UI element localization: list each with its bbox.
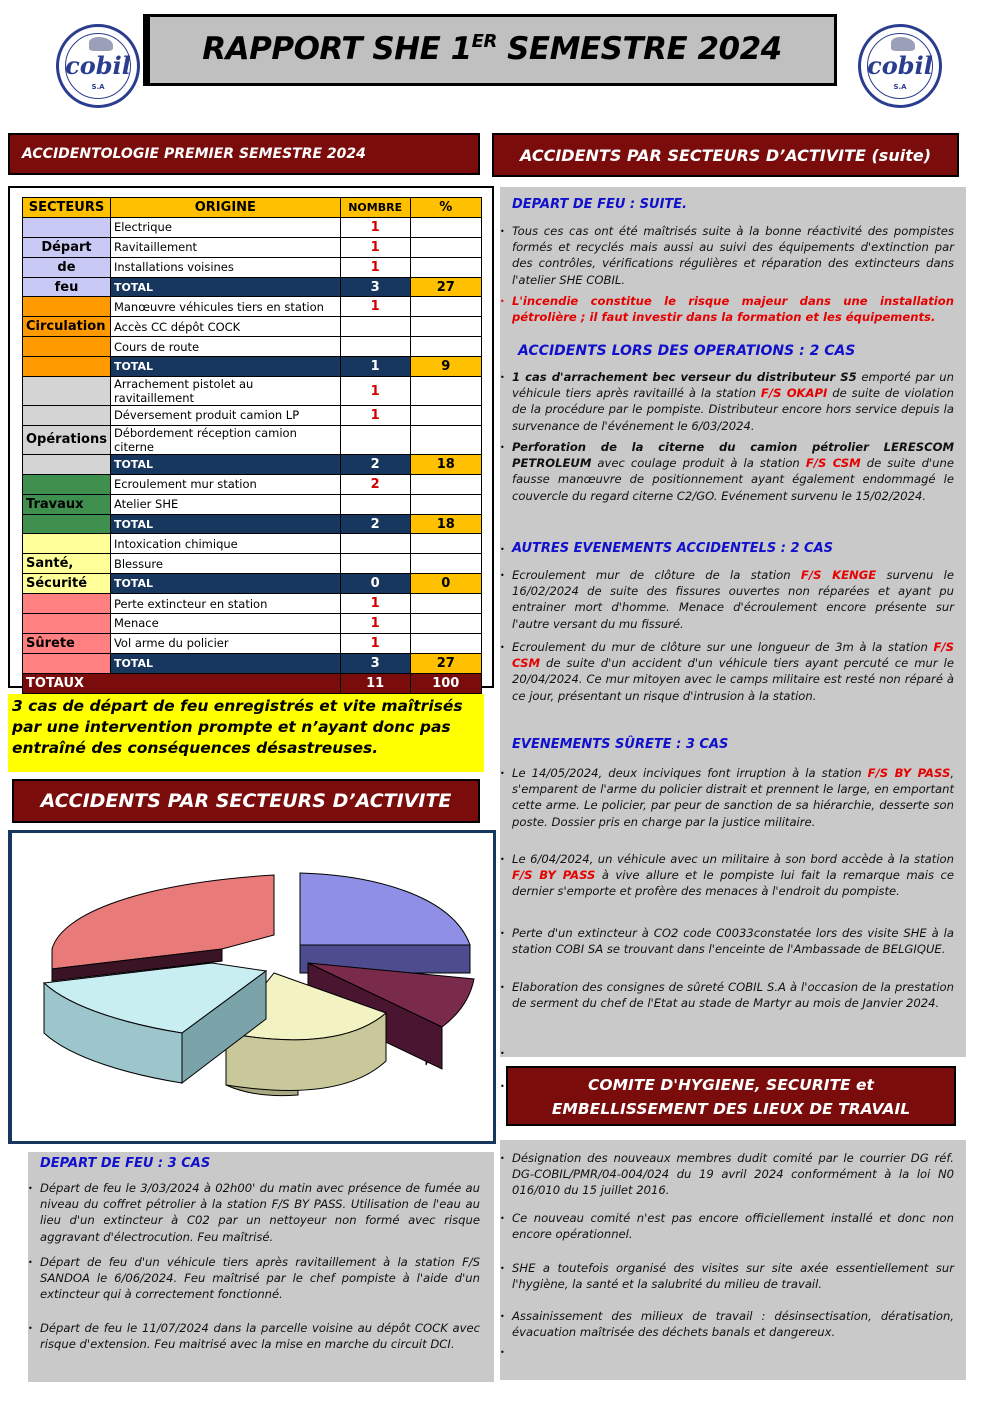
bullet-icon: • (500, 1264, 505, 1273)
leopard-icon (89, 37, 113, 51)
bullet-icon: • (500, 545, 505, 554)
pie-chart (12, 833, 492, 1139)
bullet-icon: • (500, 1049, 505, 1058)
table-row: Ecroulement mur station 2 (23, 474, 482, 494)
autres-item-1: Ecroulement mur de clôture de la station F/S KENGE survenu le 16/02/2024 de suite des fissures ouvertes non réparées et ayant pu entrainer mort d'homme. Menace d'écroulement encore présente sur l'autre versant du mu fissuré. (512, 568, 954, 631)
bullet-icon: • (500, 1082, 505, 1091)
autres-title: AUTRES EVENEMENTS ACCIDENTELS : 2 CAS (512, 541, 834, 556)
depart-feu-title: DEPART DE FEU : 3 CAS (40, 1156, 211, 1171)
comite-item-2: Ce nouveau comité n'est pas encore officiellement installé et donc non encore opérationnel. (512, 1211, 954, 1242)
surete-item-2: Le 6/04/2024, un véhicule avec un militaire à son bord accède à la station F/S BY PASS à vive allure et le pompiste lui fait la remarque mais ce dernier s'emporte et profère des menaces à l'endroit du pompiste. (512, 852, 954, 899)
ops-title: ACCIDENTS LORS DES OPERATIONS : 2 CAS (518, 343, 856, 359)
table-row: Manœuvre véhicules tiers en station 1 (23, 297, 482, 317)
table-row: Electrique 1 (23, 217, 482, 237)
cobil-logo-right: cobil S.A (858, 24, 942, 108)
table-row: Circulation Accès CC dépôt COCK (23, 317, 482, 337)
comite-item-1: Désignation des nouveaux membres dudit comité par le courrier DG réf. DG-COBIL/PMR/04-004/024 du 19 avril 2024 conformément à la loi N0 016/010 du 15 juillet 2016. (512, 1151, 954, 1198)
depart-suite-p1: Tous ces cas ont été maîtrisés suite à la bonne réactivité des pompistes formés et recyclés mais aussi au suivi des équipements d'extinction par des contrôles, vérifications régulières et réparation des extincteurs dans l'atelier SHE COBIL. (512, 224, 954, 287)
accidents-suite-banner: ACCIDENTS PAR SECTEURS D’ACTIVITE (suite) (492, 133, 959, 177)
depart-suite-title: DEPART DE FEU : SUITE. (512, 197, 688, 212)
table-row: Santé, Blessure (23, 554, 482, 574)
table-row: de Installations voisines 1 (23, 257, 482, 277)
surete-item-4: Elaboration des consignes de sûreté COBIL S.A à l'occasion de la prestation de serment du chef de l'Etat au stade de Martyr au mois de Janvier 2024. (512, 980, 954, 1011)
bullet-icon: • (28, 1324, 33, 1333)
bullet-icon: • (500, 855, 505, 864)
header-pct: % (410, 198, 481, 218)
comite-item-3: SHE a toutefois organisé des visites sur site axée essentiellement sur l'hygiène, la santé et la salubrité du milieu de travail. (512, 1261, 954, 1292)
bullet-icon: • (28, 1184, 33, 1193)
surete-item-1: Le 14/05/2024, deux inciviques font irruption à la station F/S BY PASS, s'emparent de l'arme du policier distrait et prennent le large, en emportant cette arme. Le policier, par peur de sanction de sa hiérarchie, desserte son poste. Dossier pris en charge par la justice militaire. (512, 766, 954, 829)
depart-feu-item-1: Départ de feu le 3/03/2024 à 02h00' du matin avec présence de fumée au niveau du coffret pétrolier à la station F/S BY PASS. Utilisation de l'eau au lieu d'un extincteur à C02 par un nettoyeur non formé avec risque aggravant d'électrocution. Feu maîtrisé. (40, 1181, 480, 1244)
table-row: TOTAL 3 27 (23, 653, 482, 673)
table-row: Perte extincteur en station 1 (23, 594, 482, 614)
accidentologie-banner: ACCIDENTOLOGIE PREMIER SEMESTRE 2024 (8, 133, 480, 175)
accidents-suite-panel (500, 187, 966, 1057)
pie-slice-blue (300, 873, 470, 945)
accident-table (22, 197, 482, 694)
bullet-icon: • (500, 983, 505, 992)
table-row: Menace 1 (23, 614, 482, 634)
depart-feu-item-2: Départ de feu d'un véhicule tiers après ravitaillement à la station F/S SANDOA le 6/06/2024. Feu maîtrisé par le chef pompiste à l'aide d'un extincteur qui à correctement fonctionné. (40, 1255, 480, 1302)
bullet-icon: • (500, 1312, 505, 1321)
header-origine: ORIGINE (110, 198, 340, 218)
depart-feu-item-3: Départ de feu le 11/07/2024 dans la parcelle voisine au dépôt COCK avec risque d'extension. Feu maitrisé avec la mise en marche du circuit DCI. (40, 1321, 480, 1352)
bullet-icon: • (500, 443, 505, 452)
ops-item-1: 1 cas d'arrachement bec verseur du distributeur S5 emporté par un véhicule tiers après ravitaillé à la station F/S OKAPI de suite de violation de la procédure par le pompiste. Distributeur encore hors service depuis la survenance de l'événement le 6/03/2024. (512, 370, 954, 433)
table-row: Opérations Débordement réception camion citerne (23, 425, 482, 454)
table-row: Arrachement pistolet au ravitaillement 1 (23, 377, 482, 406)
header-nombre: NOMBRE (340, 198, 410, 218)
bullet-icon: • (500, 929, 505, 938)
highlight-note: 3 cas de départ de feu enregistrés et vite maîtrisés par une intervention prompte et n’ayant donc pas entraîné des conséquences désastreuses. (8, 694, 484, 772)
totaux-row: TOTAUX 11 100 (23, 673, 482, 693)
bullet-icon: • (500, 297, 505, 306)
table-row: feu TOTAL 3 27 (23, 277, 482, 297)
bullet-icon: • (500, 1214, 505, 1223)
depart-suite-p2: L'incendie constitue le risque majeur dans une installation pétrolière ; il faut investir dans la formation et les équipements. (512, 294, 954, 325)
bullet-icon: • (500, 1348, 505, 1357)
header-secteurs: SECTEURS (23, 198, 111, 218)
table-row: TOTAL 2 18 (23, 514, 482, 534)
ops-item-2: Perforation de la citerne du camion pétrolier LERESCOM PETROLEUM avec coulage produit à la station F/S CSM de suite d'une fausse manœuvre de positionnement ayant également endommagé le couvercle du regard citerne C2/GO. Evénement survenu le 15/02/2024. (512, 440, 954, 503)
table-row: Déversement produit camion LP 1 (23, 406, 482, 426)
table-row: Travaux Atelier SHE (23, 494, 482, 514)
table-row: Intoxication chimique (23, 534, 482, 554)
leopard-icon (891, 37, 915, 51)
table-row: Cours de route (23, 337, 482, 357)
table-row: Départ Ravitaillement 1 (23, 237, 482, 257)
bullet-icon: • (500, 1154, 505, 1163)
depart-feu-panel (28, 1152, 494, 1382)
autres-item-2: Ecroulement du mur de clôture sur une longueur de 3m à la station F/S CSM de suite d'un accident d'un véhicule tiers ayant percuté ce mur le 20/04/2024. Ce mur mitoyen avec le camps militaire est resté non réparé à ce jour, présentant un risque d'intrusion à la station. (512, 640, 954, 703)
table-row: Sûrete Vol arme du policier 1 (23, 633, 482, 653)
comite-item-4: Assainissement des milieux de travail : désinsectisation, dératisation, évacuation maîtrisée des déchets banals et dangereux. (512, 1309, 954, 1340)
pie-slice-salmon (52, 875, 274, 969)
bullet-icon: • (500, 227, 505, 236)
surete-item-3: Perte d'un extincteur à CO2 code C0033constatée lors des visite SHE à la station COBI SA se trouvant dans l'enceinte de l'Ambassade de BELGIQUE. (512, 926, 954, 957)
comite-banner: COMITE D'HYGIENE, SECURITE et EMBELLISSEMENT DES LIEUX DE TRAVAIL (506, 1066, 956, 1126)
bullet-icon: • (500, 769, 505, 778)
surete-title: EVENEMENTS SÛRETE : 3 CAS (512, 737, 729, 752)
comite-panel (500, 1140, 966, 1380)
cobil-logo-left: cobil S.A (56, 24, 140, 108)
bullet-icon: • (500, 643, 505, 652)
bullet-icon: • (500, 373, 505, 382)
table-row: TOTAL 2 18 (23, 454, 482, 474)
table-row: TOTAL 1 9 (23, 357, 482, 377)
accidents-secteurs-banner: ACCIDENTS PAR SECTEURS D’ACTIVITE (12, 779, 480, 823)
bullet-icon: • (500, 571, 505, 580)
report-title: RAPPORT SHE 1ER SEMESTRE 2024 (147, 14, 837, 86)
pie-chart-frame (8, 830, 496, 1144)
table-row: Sécurité TOTAL 0 0 (23, 574, 482, 594)
bullet-icon: • (28, 1258, 33, 1267)
